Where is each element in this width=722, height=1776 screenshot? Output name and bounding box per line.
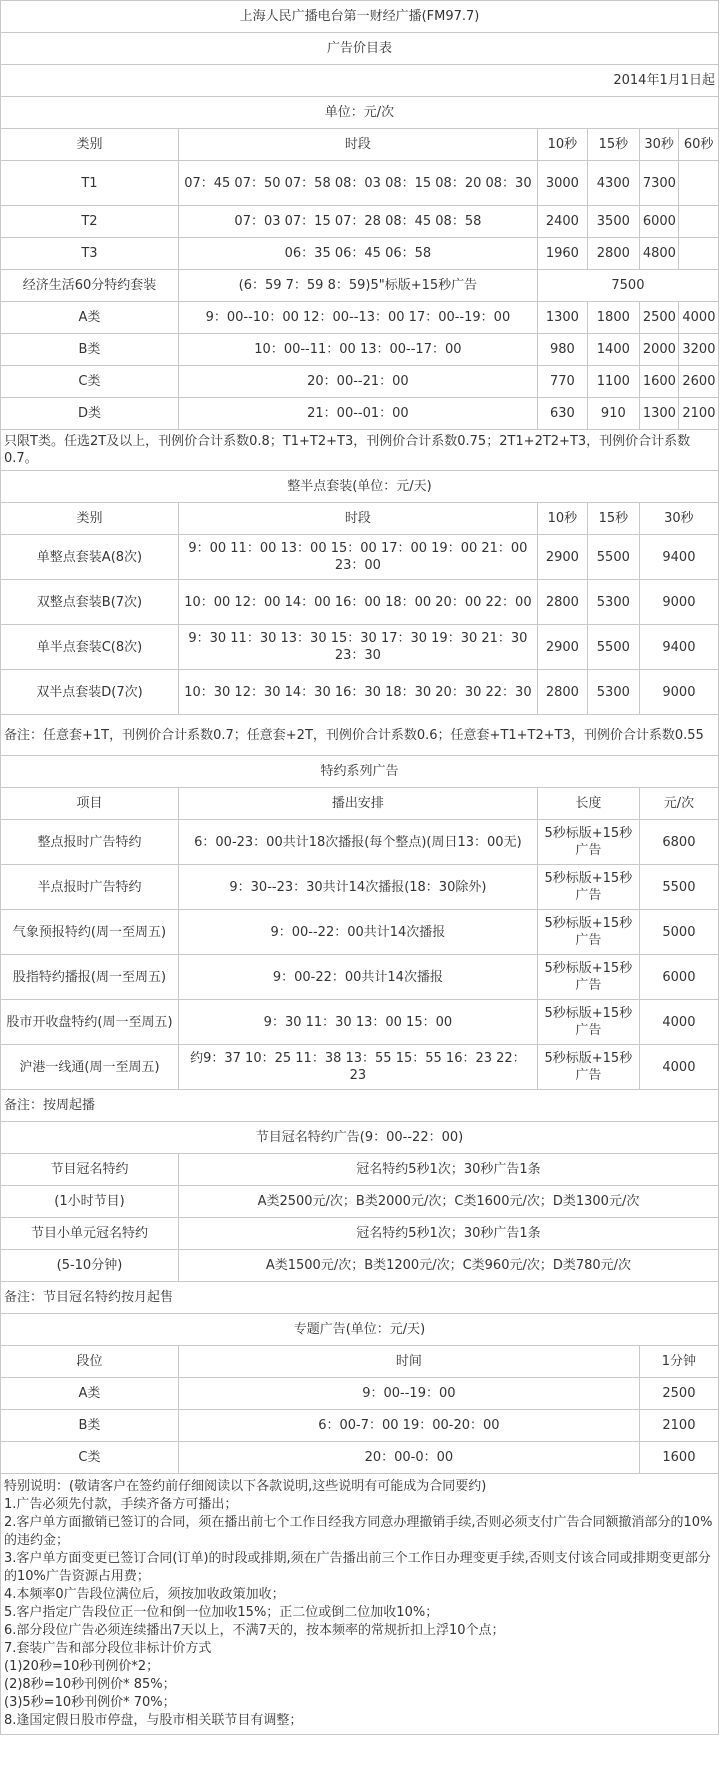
- feature-time: 6：00-7：00 19：00-20：00: [178, 1410, 639, 1442]
- table2-note: 备注：任意套+1T，刊例价合计系数0.7；任意套+2T，刊例价合计系数0.6；任意套+T1+T2+T3，刊例价合计系数0.55: [1, 715, 719, 756]
- table-row: [1, 670, 719, 715]
- column-header: 30秒: [639, 503, 718, 535]
- price-10s: 1300: [537, 302, 587, 334]
- sponsor-item: 半点报时广告特约: [1, 865, 179, 910]
- table-row: [1, 302, 719, 334]
- price-30s: 6000: [639, 206, 679, 238]
- package-timeslot: 10：00 12：00 14：00 16：00 18：00 20：00 22：00: [178, 580, 537, 625]
- table-row: [1, 1045, 719, 1090]
- price-30s: 9400: [639, 535, 718, 580]
- sponsor-item: 股市开收盘特约(周一至周五): [1, 1000, 179, 1045]
- price-30s: 2000: [639, 334, 679, 366]
- column-header: 项目: [1, 788, 179, 820]
- sponsor-schedule: 9：00-22：00共计14次播报: [178, 955, 537, 1000]
- price-30s: 1300: [639, 398, 679, 430]
- table-row: [1, 910, 719, 955]
- price-30s: 9000: [639, 670, 718, 715]
- note-line: 5.客户指定广告段位正一位和倒一位加收15%；正二位或倒二位加收10%；: [4, 1605, 439, 1620]
- package-name: 单半点套装C(8次): [1, 625, 179, 670]
- price-10s: 630: [537, 398, 587, 430]
- column-header: 时段: [178, 503, 537, 535]
- row-timeslot: 07：45 07：50 07：58 08：03 08：15 08：20 08：30: [178, 161, 537, 206]
- table1-note: 只限T类。任选2T及以上，刊例价合计系数0.8；T1+T2+T3，刊例价合计系数0.75；2T1+2T2+T3，刊例价合计系数0.7。: [1, 430, 719, 471]
- station-title: 上海人民广播电台第一财经广播(FM97.7): [1, 1, 719, 33]
- price-15s: 4300: [587, 161, 639, 206]
- table-row: [1, 238, 719, 270]
- note-line: 2.客户单方面撤销已签订的合同，须在播出前七个工作日经我方同意办理撤销手续,否则必须支付广告合同额撤消部分的10%的违约金；: [4, 1515, 713, 1548]
- price-30s: 9400: [639, 625, 718, 670]
- row-category: C类: [1, 366, 179, 398]
- sponsor-schedule: 6：00-23：00共计18次播报(每个整点)(周日13：00无): [178, 820, 537, 865]
- feature-tier: C类: [1, 1442, 179, 1474]
- row-timeslot: 9：00--10：00 12：00--13：00 17：00--19：00: [178, 302, 537, 334]
- sponsor-price: 4000: [639, 1045, 718, 1090]
- note-line: 4.本频率0广告段位满位后，须按加收政策加收；: [4, 1587, 285, 1602]
- effective-date: 2014年1月1日起: [1, 65, 719, 97]
- section-title-sponsorship: 特约系列广告: [1, 756, 719, 788]
- sponsor-length: 5秒标版+15秒广告: [537, 1045, 639, 1090]
- sponsor-item: 整点报时广告特约: [1, 820, 179, 865]
- table-row: [1, 334, 719, 366]
- note-line: 8.逢国定假日股市停盘，与股市相关联节目有调整；: [4, 1713, 303, 1728]
- feature-price: 2500: [639, 1378, 718, 1410]
- price-30s: 9000: [639, 580, 718, 625]
- column-header: 类别: [1, 129, 179, 161]
- column-header: 10秒: [537, 503, 587, 535]
- price-60s: 3200: [679, 334, 719, 366]
- table-row: [1, 1250, 719, 1282]
- column-header: 类别: [1, 503, 179, 535]
- column-header: 1分钟: [639, 1346, 718, 1378]
- column-header: 元/次: [639, 788, 718, 820]
- note-line: 1.广告必须先付款，手续齐备方可播出；: [4, 1497, 238, 1512]
- column-header: 15秒: [587, 503, 639, 535]
- table-row: [1, 820, 719, 865]
- column-header: 长度: [537, 788, 639, 820]
- title-sponsor-desc: A类2500元/次；B类2000元/次；C类1600元/次；D类1300元/次: [178, 1186, 718, 1218]
- price-10s: 2800: [537, 670, 587, 715]
- column-header: 10秒: [537, 129, 587, 161]
- note-line: 6.部分段位广告必须连续播出7天以上，不满7天的，按本频率的常规折扣上浮10个点；: [4, 1623, 505, 1638]
- sponsor-price: 5500: [639, 865, 718, 910]
- price-30s: 2500: [639, 302, 679, 334]
- price-10s: 3000: [537, 161, 587, 206]
- price-15s: 3500: [587, 206, 639, 238]
- price-10s: 2800: [537, 580, 587, 625]
- title-sponsor-desc: 冠名特约5秒1次；30秒广告1条: [178, 1154, 718, 1186]
- price-15s: 910: [587, 398, 639, 430]
- price-10s: 2900: [537, 625, 587, 670]
- feature-tier: A类: [1, 1378, 179, 1410]
- note-line: (2)8秒=10秒刊例价* 85%；: [4, 1677, 176, 1692]
- sponsor-length: 5秒标版+15秒广告: [537, 910, 639, 955]
- title-sponsor-desc: 冠名特约5秒1次；30秒广告1条: [178, 1218, 718, 1250]
- price-10s: 2400: [537, 206, 587, 238]
- table-row: [1, 1378, 719, 1410]
- sponsor-price: 5000: [639, 910, 718, 955]
- table-row: [1, 1186, 719, 1218]
- title-sponsor-type: 节目冠名特约: [1, 1154, 179, 1186]
- sponsor-length: 5秒标版+15秒广告: [537, 820, 639, 865]
- column-header: 30秒: [639, 129, 679, 161]
- row-category: A类: [1, 302, 179, 334]
- note-line: (3)5秒=10秒刊例价* 70%；: [4, 1695, 176, 1710]
- price-60s: [679, 161, 719, 206]
- table4-note: 备注：节目冠名特约按月起售: [1, 1282, 719, 1314]
- table-row: [1, 535, 719, 580]
- row-timeslot: 07：03 07：15 07：28 08：45 08：58: [178, 206, 537, 238]
- sponsor-schedule: 9：30 11：30 13：00 15：00: [178, 1000, 537, 1045]
- special-notes: [1, 1474, 719, 1735]
- special-package-slot: (6：59 7：59 8：59)5"标版+15秒广告: [178, 270, 537, 302]
- column-header: 段位: [1, 1346, 179, 1378]
- table-row: [1, 1000, 719, 1045]
- price-30s: 4800: [639, 238, 679, 270]
- feature-price: 2100: [639, 1410, 718, 1442]
- section-title-feature: 专题广告(单位：元/天): [1, 1314, 719, 1346]
- sponsor-schedule: 9：30--23：30共计14次播报(18：30除外): [178, 865, 537, 910]
- feature-time: 20：00-0：00: [178, 1442, 639, 1474]
- package-name: 双整点套装B(7次): [1, 580, 179, 625]
- sponsor-item: 气象预报特约(周一至周五): [1, 910, 179, 955]
- special-package-name: 经济生活60分特约套装: [1, 270, 179, 302]
- price-60s: 2100: [679, 398, 719, 430]
- price-60s: 2600: [679, 366, 719, 398]
- column-header: 60秒: [679, 129, 719, 161]
- row-timeslot: 10：00--11：00 13：00--17：00: [178, 334, 537, 366]
- row-category: T2: [1, 206, 179, 238]
- sponsor-price: 4000: [639, 1000, 718, 1045]
- price-10s: 980: [537, 334, 587, 366]
- sponsor-item: 沪港一线通(周一至周五): [1, 1045, 179, 1090]
- section-title-title-sponsor: 节目冠名特约广告(9：00--22：00): [1, 1122, 719, 1154]
- price-30s: 1600: [639, 366, 679, 398]
- sponsor-price: 6800: [639, 820, 718, 865]
- note-line: 特别说明：(敬请客户在签约前仔细阅读以下各款说明,这些说明有可能成为合同要约): [4, 1479, 487, 1494]
- table-row: [1, 625, 719, 670]
- column-header: 时段: [178, 129, 537, 161]
- price-60s: 4000: [679, 302, 719, 334]
- package-name: 双半点套装D(7次): [1, 670, 179, 715]
- table3-note: 备注：按周起播: [1, 1090, 719, 1122]
- sponsor-item: 股指特约播报(周一至周五): [1, 955, 179, 1000]
- table-row: [1, 580, 719, 625]
- price-60s: [679, 238, 719, 270]
- sponsor-length: 5秒标版+15秒广告: [537, 955, 639, 1000]
- price-15s: 1400: [587, 334, 639, 366]
- feature-price: 1600: [639, 1442, 718, 1474]
- special-package-price: 7500: [537, 270, 718, 302]
- sponsor-length: 5秒标版+15秒广告: [537, 865, 639, 910]
- price-15s: 2800: [587, 238, 639, 270]
- feature-tier: B类: [1, 1410, 179, 1442]
- note-line: (1)20秒=10秒刊例价*2；: [4, 1659, 160, 1674]
- price-15s: 1100: [587, 366, 639, 398]
- title-sponsor-type: (5-10分钟): [1, 1250, 179, 1282]
- note-line: 3.客户单方面变更已签订合同(订单)的时段或排期,须在广告播出前三个工作日办理变更手续,否则支付该合同或排期变更部分 的10%广告资源占用费；: [4, 1551, 711, 1584]
- table-row: [1, 206, 719, 238]
- section-title-package: 整半点套装(单位：元/天): [1, 471, 719, 503]
- price-30s: 7300: [639, 161, 679, 206]
- table-row: [1, 865, 719, 910]
- row-timeslot: 21：00--01：00: [178, 398, 537, 430]
- price-15s: 5500: [587, 535, 639, 580]
- package-timeslot: 9：30 11：30 13：30 15：30 17：30 19：30 21：30 23：30: [178, 625, 537, 670]
- row-category: T3: [1, 238, 179, 270]
- price-15s: 5500: [587, 625, 639, 670]
- title-sponsor-desc: A类1500元/次；B类1200元/次；C类960元/次；D类780元/次: [178, 1250, 718, 1282]
- row-category: B类: [1, 334, 179, 366]
- table-row: [1, 1154, 719, 1186]
- table-row: [1, 1442, 719, 1474]
- document-subtitle: 广告价目表: [1, 33, 719, 65]
- package-name: 单整点套装A(8次): [1, 535, 179, 580]
- sponsor-length: 5秒标版+15秒广告: [537, 1000, 639, 1045]
- row-timeslot: 06：35 06：45 06：58: [178, 238, 537, 270]
- table-row: [1, 366, 719, 398]
- feature-time: 9：00--19：00: [178, 1378, 639, 1410]
- price-15s: 5300: [587, 580, 639, 625]
- unit-label: 单位：元/次: [1, 97, 719, 129]
- package-timeslot: 9：00 11：00 13：00 15：00 17：00 19：00 21：00 23：00: [178, 535, 537, 580]
- table-row: [1, 270, 719, 302]
- package-timeslot: 10：30 12：30 14：30 16：30 18：30 20：30 22：30: [178, 670, 537, 715]
- price-10s: 770: [537, 366, 587, 398]
- sponsor-schedule: 9：00--22：00共计14次播报: [178, 910, 537, 955]
- price-10s: 2900: [537, 535, 587, 580]
- table-row: [1, 955, 719, 1000]
- title-sponsor-type: (1小时节目): [1, 1186, 179, 1218]
- price-10s: 1960: [537, 238, 587, 270]
- column-header: 时间: [178, 1346, 639, 1378]
- price-15s: 1800: [587, 302, 639, 334]
- row-timeslot: 20：00--21：00: [178, 366, 537, 398]
- price-15s: 5300: [587, 670, 639, 715]
- table-row: [1, 1410, 719, 1442]
- row-category: T1: [1, 161, 179, 206]
- table-row: [1, 398, 719, 430]
- sponsor-price: 6000: [639, 955, 718, 1000]
- note-line: 7.套装广告和部分段位非标计价方式: [4, 1641, 212, 1656]
- sponsor-schedule: 约9：37 10：25 11：38 13：55 15：55 16：23 22：23: [178, 1045, 537, 1090]
- title-sponsor-type: 节目小单元冠名特约: [1, 1218, 179, 1250]
- table-row: [1, 1218, 719, 1250]
- price-60s: [679, 206, 719, 238]
- row-category: D类: [1, 398, 179, 430]
- column-header: 15秒: [587, 129, 639, 161]
- column-header: 播出安排: [178, 788, 537, 820]
- table-row: [1, 161, 719, 206]
